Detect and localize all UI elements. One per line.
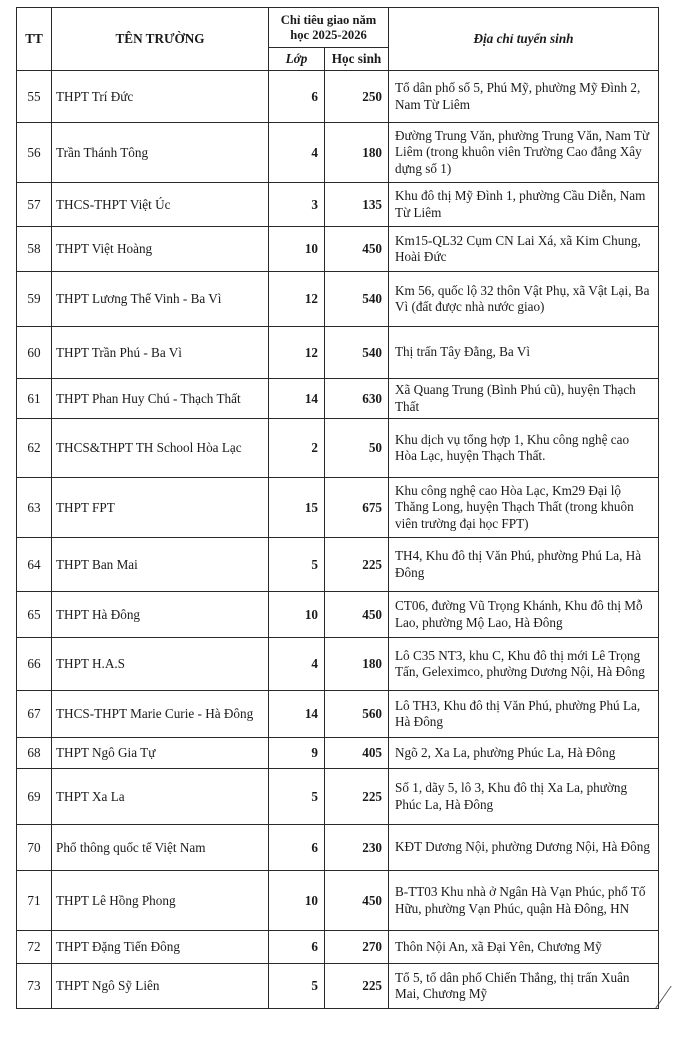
school-name: THCS&THPT TH School Hòa Lạc [52, 419, 269, 478]
class-count: 2 [269, 419, 325, 478]
school-name: THCS-THPT Việt Úc [52, 183, 269, 227]
row-number: 58 [17, 227, 52, 272]
margin-pen-mark [655, 986, 680, 1008]
enrollment-address: Thôn Nội An, xã Đại Yên, Chương Mỹ [389, 931, 659, 964]
class-count: 9 [269, 738, 325, 769]
enrollment-address: Khu dịch vụ tổng hợp 1, Khu công nghệ cao Hòa Lạc, huyện Thạch Thất. [389, 419, 659, 478]
table-row [17, 227, 659, 272]
row-number: 70 [17, 825, 52, 871]
school-name: Phổ thông quốc tế Việt Nam [52, 825, 269, 871]
table-row [17, 871, 659, 931]
table-row [17, 691, 659, 738]
enrollment-address: Khu công nghệ cao Hòa Lạc, Km29 Đại lộ Thăng Long, huyện Thạch Thất (trong khuôn viên trường đại học FPT) [389, 478, 659, 538]
student-count: 405 [325, 738, 389, 769]
header-classes: Lớp [269, 48, 325, 71]
class-count: 5 [269, 538, 325, 592]
row-number: 56 [17, 123, 52, 183]
enrollment-address: Lô TH3, Khu đô thị Văn Phú, phường Phú La, Hà Đông [389, 691, 659, 738]
school-name: THPT Lương Thế Vinh - Ba Vì [52, 272, 269, 327]
school-name: THPT Ngô Gia Tự [52, 738, 269, 769]
school-name: THPT Trần Phú - Ba Vì [52, 327, 269, 379]
table-row [17, 638, 659, 691]
row-number: 55 [17, 71, 52, 123]
table-row [17, 964, 659, 1009]
student-count: 675 [325, 478, 389, 538]
table-row [17, 183, 659, 227]
school-name: THPT Trí Đức [52, 71, 269, 123]
row-number: 69 [17, 769, 52, 825]
table-row [17, 419, 659, 478]
enrollment-address: Km15-QL32 Cụm CN Lai Xá, xã Kim Chung, Hoài Đức [389, 227, 659, 272]
school-name: THPT FPT [52, 478, 269, 538]
school-name: THPT Đặng Tiến Đông [52, 931, 269, 964]
table-row [17, 769, 659, 825]
student-count: 180 [325, 638, 389, 691]
student-count: 450 [325, 871, 389, 931]
table-row [17, 379, 659, 419]
table-row [17, 478, 659, 538]
class-count: 6 [269, 931, 325, 964]
enrollment-address: Thị trấn Tây Đằng, Ba Vì [389, 327, 659, 379]
school-name: THPT Ngô Sỹ Liên [52, 964, 269, 1009]
row-number: 64 [17, 538, 52, 592]
row-number: 57 [17, 183, 52, 227]
school-name: THPT Xa La [52, 769, 269, 825]
class-count: 4 [269, 123, 325, 183]
table-row [17, 738, 659, 769]
class-count: 14 [269, 691, 325, 738]
student-count: 250 [325, 71, 389, 123]
schools-table [16, 7, 659, 1009]
header-school-name: TÊN TRƯỜNG [52, 8, 269, 71]
enrollment-address: Km 56, quốc lộ 32 thôn Vật Phụ, xã Vật Lại, Ba Vì (đất được nhà nước giao) [389, 272, 659, 327]
header-students: Học sinh [325, 48, 389, 71]
school-name: THPT Ban Mai [52, 538, 269, 592]
row-number: 61 [17, 379, 52, 419]
student-count: 450 [325, 592, 389, 638]
row-number: 66 [17, 638, 52, 691]
enrollment-address: Tổ dân phố số 5, Phú Mỹ, phường Mỹ Đình 2, Nam Từ Liêm [389, 71, 659, 123]
school-name: THPT Việt Hoàng [52, 227, 269, 272]
table-row [17, 825, 659, 871]
student-count: 560 [325, 691, 389, 738]
header-tt: TT [17, 8, 52, 71]
table-row [17, 71, 659, 123]
row-number: 62 [17, 419, 52, 478]
student-count: 225 [325, 538, 389, 592]
class-count: 12 [269, 327, 325, 379]
student-count: 225 [325, 964, 389, 1009]
student-count: 230 [325, 825, 389, 871]
class-count: 15 [269, 478, 325, 538]
class-count: 12 [269, 272, 325, 327]
enrollment-address: Ngõ 2, Xa La, phường Phúc La, Hà Đông [389, 738, 659, 769]
school-name: THCS-THPT Marie Curie - Hà Đông [52, 691, 269, 738]
student-count: 135 [325, 183, 389, 227]
class-count: 6 [269, 71, 325, 123]
student-count: 180 [325, 123, 389, 183]
class-count: 5 [269, 769, 325, 825]
class-count: 5 [269, 964, 325, 1009]
enrollment-address: CT06, đường Vũ Trọng Khánh, Khu đô thị Mỗ Lao, phường Mộ Lao, Hà Đông [389, 592, 659, 638]
school-name: Trần Thánh Tông [52, 123, 269, 183]
school-name: THPT Lê Hồng Phong [52, 871, 269, 931]
enrollment-address: Xã Quang Trung (Bình Phú cũ), huyện Thạch Thất [389, 379, 659, 419]
table-row [17, 538, 659, 592]
row-number: 65 [17, 592, 52, 638]
header-quota-group: Chỉ tiêu giao năm học 2025-2026 [269, 8, 389, 48]
row-number: 60 [17, 327, 52, 379]
enrollment-address: Số 1, dãy 5, lô 3, Khu đô thị Xa La, phường Phúc La, Hà Đông [389, 769, 659, 825]
class-count: 6 [269, 825, 325, 871]
class-count: 10 [269, 592, 325, 638]
student-count: 540 [325, 272, 389, 327]
class-count: 10 [269, 871, 325, 931]
student-count: 630 [325, 379, 389, 419]
table-row [17, 123, 659, 183]
student-count: 225 [325, 769, 389, 825]
class-count: 10 [269, 227, 325, 272]
student-count: 270 [325, 931, 389, 964]
row-number: 68 [17, 738, 52, 769]
enrollment-address: Khu đô thị Mỹ Đình 1, phường Cầu Diễn, Nam Từ Liêm [389, 183, 659, 227]
enrollment-address: B-TT03 Khu nhà ở Ngân Hà Vạn Phúc, phố Tố Hữu, phường Vạn Phúc, quận Hà Đông, HN [389, 871, 659, 931]
row-number: 72 [17, 931, 52, 964]
school-name: THPT H.A.S [52, 638, 269, 691]
class-count: 14 [269, 379, 325, 419]
student-count: 50 [325, 419, 389, 478]
enrollment-address: KĐT Dương Nội, phường Dương Nội, Hà Đông [389, 825, 659, 871]
row-number: 63 [17, 478, 52, 538]
table-row [17, 592, 659, 638]
table-row [17, 931, 659, 964]
enrollment-address: Lô C35 NT3, khu C, Khu đô thị mới Lê Trọng Tấn, Geleximco, phường Dương Nội, Hà Đông [389, 638, 659, 691]
header-address: Địa chỉ tuyển sinh [389, 8, 659, 71]
class-count: 3 [269, 183, 325, 227]
row-number: 71 [17, 871, 52, 931]
enrollment-address: Tổ 5, tổ dân phố Chiến Thắng, thị trấn Xuân Mai, Chương Mỹ [389, 964, 659, 1009]
row-number: 59 [17, 272, 52, 327]
school-name: THPT Phan Huy Chú - Thạch Thất [52, 379, 269, 419]
student-count: 540 [325, 327, 389, 379]
table-row [17, 272, 659, 327]
row-number: 67 [17, 691, 52, 738]
row-number: 73 [17, 964, 52, 1009]
table-row [17, 327, 659, 379]
class-count: 4 [269, 638, 325, 691]
student-count: 450 [325, 227, 389, 272]
school-name: THPT Hà Đông [52, 592, 269, 638]
enrollment-address: TH4, Khu đô thị Văn Phú, phường Phú La, Hà Đông [389, 538, 659, 592]
enrollment-address: Đường Trung Văn, phường Trung Văn, Nam Từ Liêm (trong khuôn viên Trường Cao đẳng Xây dựng số 1) [389, 123, 659, 183]
